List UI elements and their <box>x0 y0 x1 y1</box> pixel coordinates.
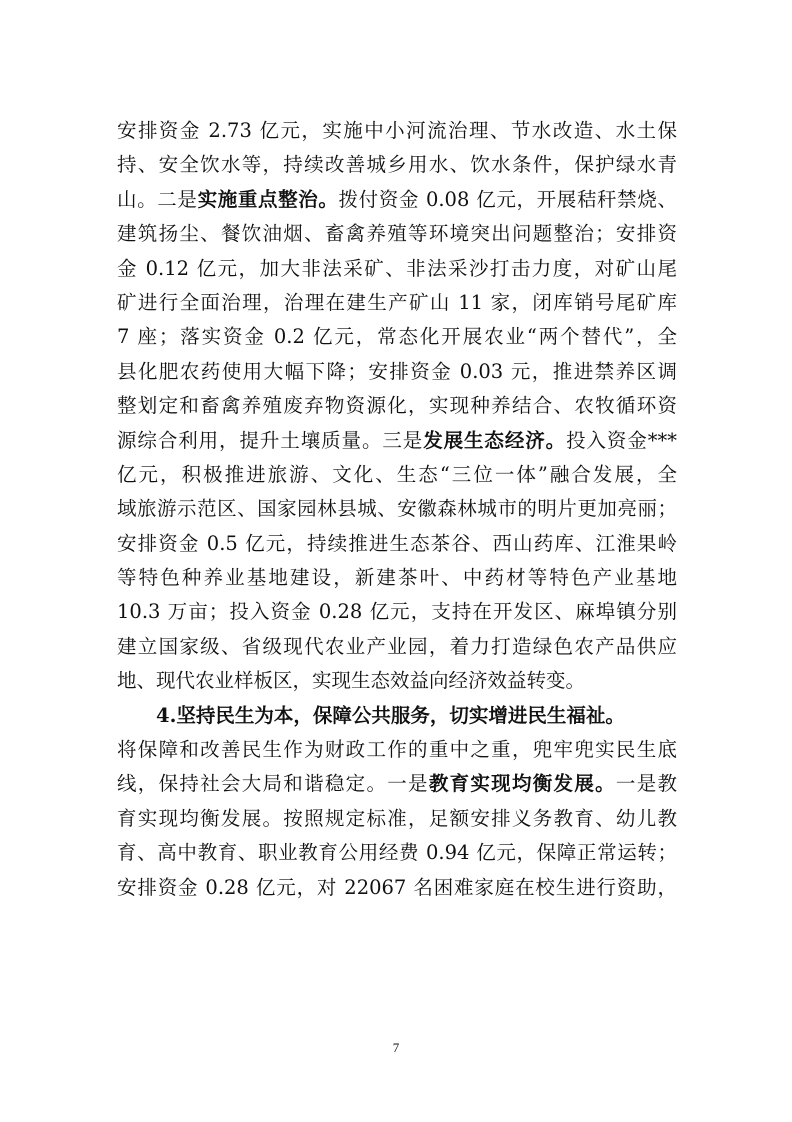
text-segment: 线，保持社会大局和谐稳定。一是 <box>117 772 429 796</box>
text-line <box>117 733 677 767</box>
text-segment: 持、安全饮水等，持续改善城乡用水、饮水条件，保护绿水青 <box>117 153 677 177</box>
text-segment: 将保障和改善民生作为财政工作的重中之重，兜牢兜实民生底 <box>117 738 677 762</box>
text-line <box>117 355 677 389</box>
text-line <box>117 802 677 836</box>
text-segment: 10.3 万亩；投入资金 0.28 亿元，支持在开发区、麻埠镇分别 <box>117 600 677 624</box>
text-segment: 矿进行全面治理，治理在建生产矿山 11 家，闭库销号尾矿库 <box>117 290 677 314</box>
text-line <box>117 871 677 905</box>
text-segment: 安排资金 0.28 亿元，对 22067 名困难家庭在校生进行资助， <box>117 875 677 899</box>
text-segment: 亿元，积极推进旅游、文化、生态“三位一体”融合发展，全 <box>117 462 677 486</box>
text-segment: 7 座；落实资金 0.2 亿元，常态化开展农业“两个替代”，全 <box>117 325 677 349</box>
text-segment: 拨付资金 0.08 亿元，开展秸秆禁烧、 <box>338 187 677 211</box>
text-segment: 安排资金 2.73 亿元，实施中小河流治理、节水改造、水土保 <box>117 119 677 142</box>
text-segment: 金 0.12 亿元，加大非法采矿、非法采沙打击力度，对矿山尾 <box>117 256 677 280</box>
text-line <box>117 389 677 423</box>
text-line <box>117 836 677 870</box>
text-line <box>117 492 677 526</box>
bold-phrase: 实施重点整治。 <box>197 187 339 211</box>
bold-phrase: 教育实现均衡发展。 <box>428 772 616 796</box>
text-segment: 山。二是 <box>117 187 198 211</box>
text-segment: 安排资金 0.5 亿元，持续推进生态茶谷、西山药库、江淮果岭 <box>117 531 677 555</box>
text-line <box>117 595 677 629</box>
text-line <box>117 561 677 595</box>
text-line <box>117 148 677 182</box>
text-segment: 域旅游示范区、国家园林县城、安徽森林城市的明片更加亮丽； <box>117 497 677 521</box>
text-segment: 县化肥农药使用大幅下降；安排资金 0.03 元，推进禁养区调 <box>117 359 677 383</box>
text-segment: 源综合利用，提升土壤质量。三是 <box>117 428 424 452</box>
text-segment: 整划定和畜禽养殖废弃物资源化，实现种养结合、农牧循环资 <box>117 394 677 418</box>
text-line <box>117 114 677 148</box>
text-segment: 建立国家级、省级现代农业产业园，着力打造绿色农产品供应 <box>117 634 677 658</box>
bold-phrase: 发展生态经济。 <box>423 428 567 452</box>
text-line <box>117 458 677 492</box>
text-line <box>117 664 677 698</box>
text-segment: 育、高中教育、职业教育公用经费 0.94 亿元，保障正常运转； <box>117 841 677 865</box>
text-line <box>117 767 677 801</box>
text-line <box>117 252 677 286</box>
text-segment: 建筑扬尘、餐饮油烟、畜禽养殖等环境突出问题整治；安排资 <box>117 222 677 246</box>
text-segment: 地、现代农业样板区，实现生态效益向经济效益转变。 <box>117 669 586 693</box>
text-line <box>117 424 677 458</box>
text-line <box>117 183 677 217</box>
text-line <box>117 527 677 561</box>
bold-phrase: 4.坚持民生为本，保障公共服务，切实增进民生福祉。 <box>156 703 625 727</box>
body-text <box>117 114 677 905</box>
page-number: 7 <box>392 1040 400 1055</box>
section-heading-line <box>117 699 677 733</box>
text-segment: 一是教 <box>615 772 677 796</box>
text-segment: 投入资金*** <box>566 428 677 452</box>
text-line <box>117 320 677 354</box>
text-line <box>117 630 677 664</box>
text-segment: 育实现均衡发展。按照规定标准，足额安排义务教育、幼儿教 <box>117 806 677 830</box>
text-segment: 等特色种养业基地建设，新建茶叶、中药材等特色产业基地 <box>117 566 677 590</box>
text-line <box>117 217 677 251</box>
text-line <box>117 286 677 320</box>
